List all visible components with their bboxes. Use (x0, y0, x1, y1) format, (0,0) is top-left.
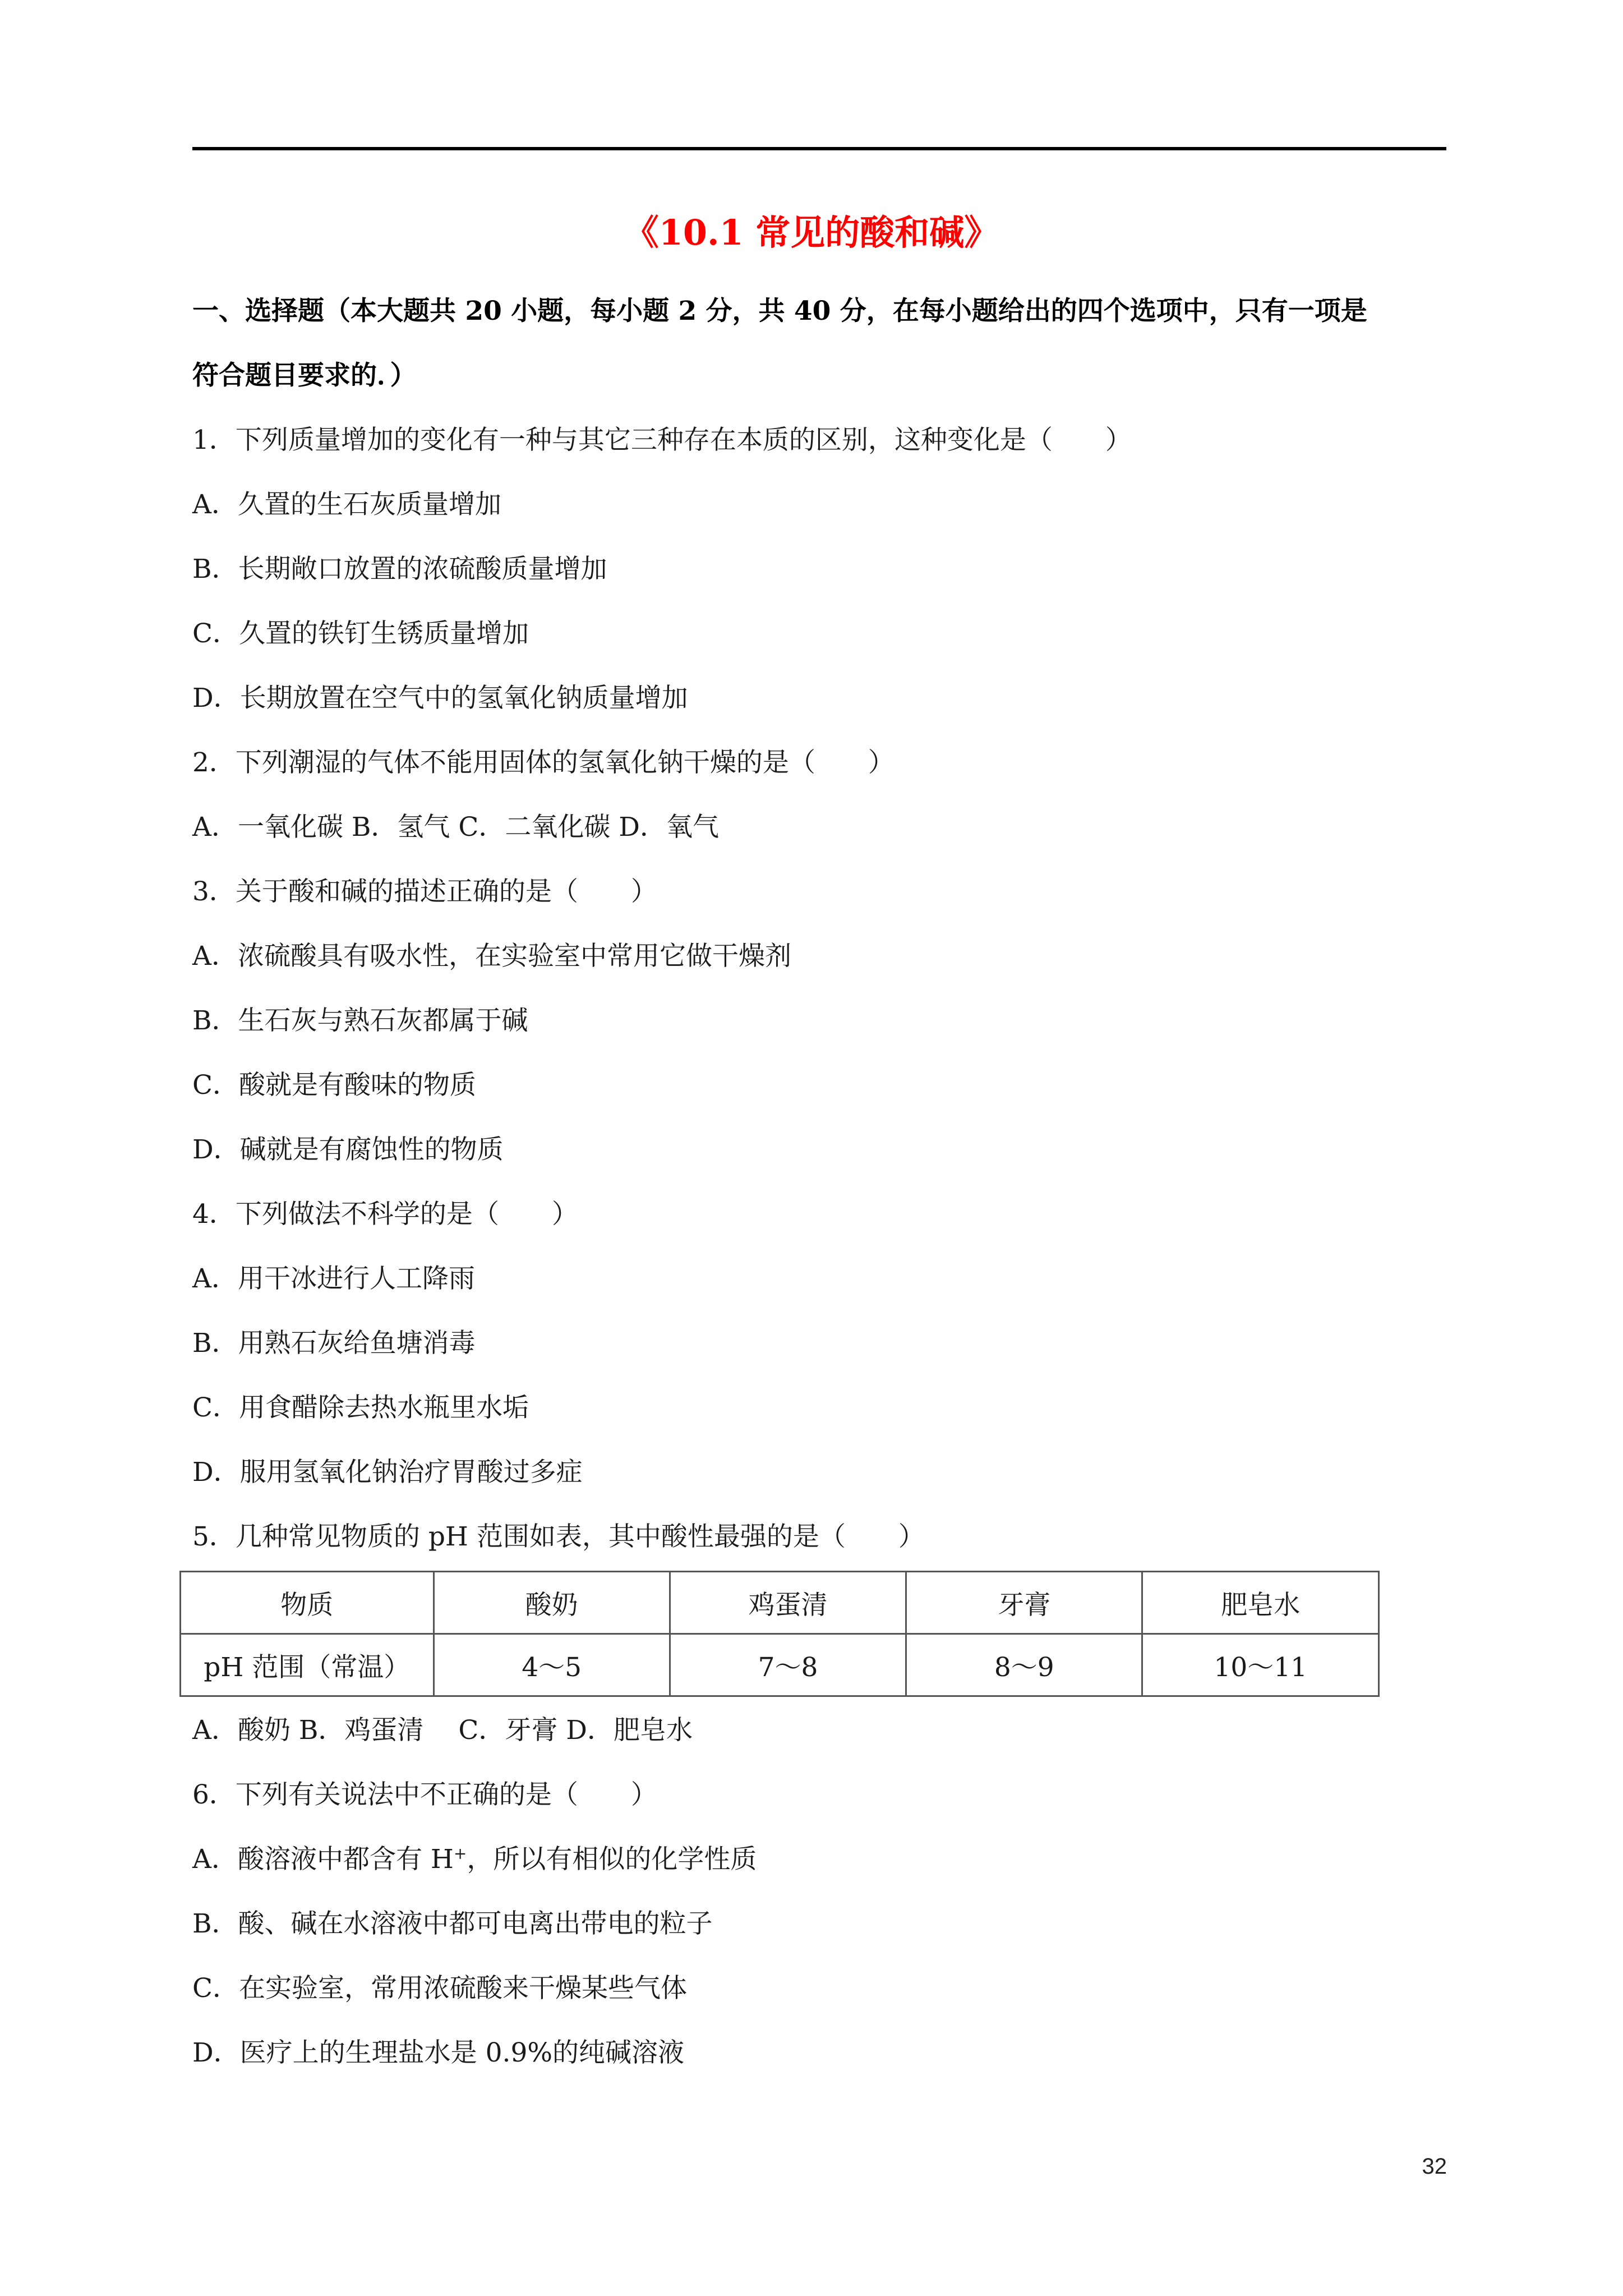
question-4-option-b: B．用熟石灰给鱼塘消毒 (192, 1328, 476, 1359)
option-a-suffix: ，所以有相似的化学性质 (467, 1844, 757, 1875)
question-4-option-d: D．服用氢氧化钠治疗胃酸过多症 (192, 1457, 583, 1488)
question-5-stem: 5．几种常见物质的 pH 范围如表，其中酸性最强的是（ ） (192, 1521, 925, 1552)
question-6-option-a (192, 1843, 1446, 1876)
question-1-option-a: A．久置的生石灰质量增加 (192, 489, 501, 520)
question-2-options: A．一氧化碳 B．氢气 C．二氧化碳 D．氧气 (192, 812, 719, 843)
question-1-stem: 1．下列质量增加的变化有一种与其它三种存在本质的区别，这种变化是（ ） (192, 425, 1132, 455)
ph-range-table (179, 1571, 1380, 1697)
page-title: 《10.1 常见的酸和碱》 (624, 212, 999, 253)
question-1-option-c: C．久置的铁钉生锈质量增加 (192, 618, 529, 649)
question-4-stem: 4．下列做法不科学的是（ ） (192, 1199, 578, 1230)
question-3-option-d: D．碱就是有腐蚀性的物质 (192, 1134, 504, 1165)
question-3-option-c: C．酸就是有酸味的物质 (192, 1070, 476, 1101)
table-header-row (181, 1572, 1379, 1634)
table-cell: 8～9 (906, 1634, 1142, 1696)
table-cell: 肥皂水 (1142, 1572, 1379, 1634)
question-3-option-a: A．浓硫酸具有吸水性，在实验室中常用它做干燥剂 (192, 941, 791, 972)
question-6-option-b: B．酸、碱在水溶液中都可电离出带电的粒子 (192, 1908, 713, 1939)
question-4-option-c: C．用食醋除去热水瓶里水垢 (192, 1392, 529, 1423)
table-cell: 牙膏 (906, 1572, 1142, 1634)
question-3-option-b: B．生石灰与熟石灰都属于碱 (192, 1005, 528, 1036)
question-2-stem: 2．下列潮湿的气体不能用固体的氢氧化钠干燥的是（ ） (192, 747, 895, 778)
question-1-option-d: D．长期放置在空气中的氢氧化钠质量增加 (192, 683, 688, 714)
table-cell: 物质 (181, 1572, 434, 1634)
question-6-option-d: D．医疗上的生理盐水是 0.9%的纯碱溶液 (192, 2037, 685, 2068)
question-3-stem: 3．关于酸和碱的描述正确的是（ ） (192, 876, 657, 907)
section-heading-line2: 符合题目要求的．） (192, 360, 417, 391)
question-6-option-c: C．在实验室，常用浓硫酸来干燥某些气体 (192, 1973, 687, 2004)
question-1-option-b: B．长期敞口放置的浓硫酸质量增加 (192, 554, 607, 585)
table-cell: pH 范围（常温） (181, 1634, 434, 1696)
section-heading-line1: 一、选择题（本大题共 20 小题，每小题 2 分，共 40 分，在每小题给出的四个选项中，只有一项是 (192, 296, 1367, 326)
table-cell: 7～8 (670, 1634, 906, 1696)
table-row (181, 1634, 1379, 1696)
table-cell: 10～11 (1142, 1634, 1379, 1696)
table-cell: 4～5 (434, 1634, 670, 1696)
question-5-options: A．酸奶 B．鸡蛋清 C．牙膏 D．肥皂水 (192, 1715, 693, 1746)
header-rule (192, 147, 1446, 150)
superscript-plus: + (453, 1844, 467, 1863)
question-6-stem: 6．下列有关说法中不正确的是（ ） (192, 1779, 657, 1810)
question-4-option-a: A．用干冰进行人工降雨 (192, 1263, 475, 1294)
page-number: 32 (1422, 2154, 1447, 2179)
table-cell: 酸奶 (434, 1572, 670, 1634)
option-a-prefix: A．酸溶液中都含有 H (192, 1844, 454, 1875)
table-cell: 鸡蛋清 (670, 1572, 906, 1634)
